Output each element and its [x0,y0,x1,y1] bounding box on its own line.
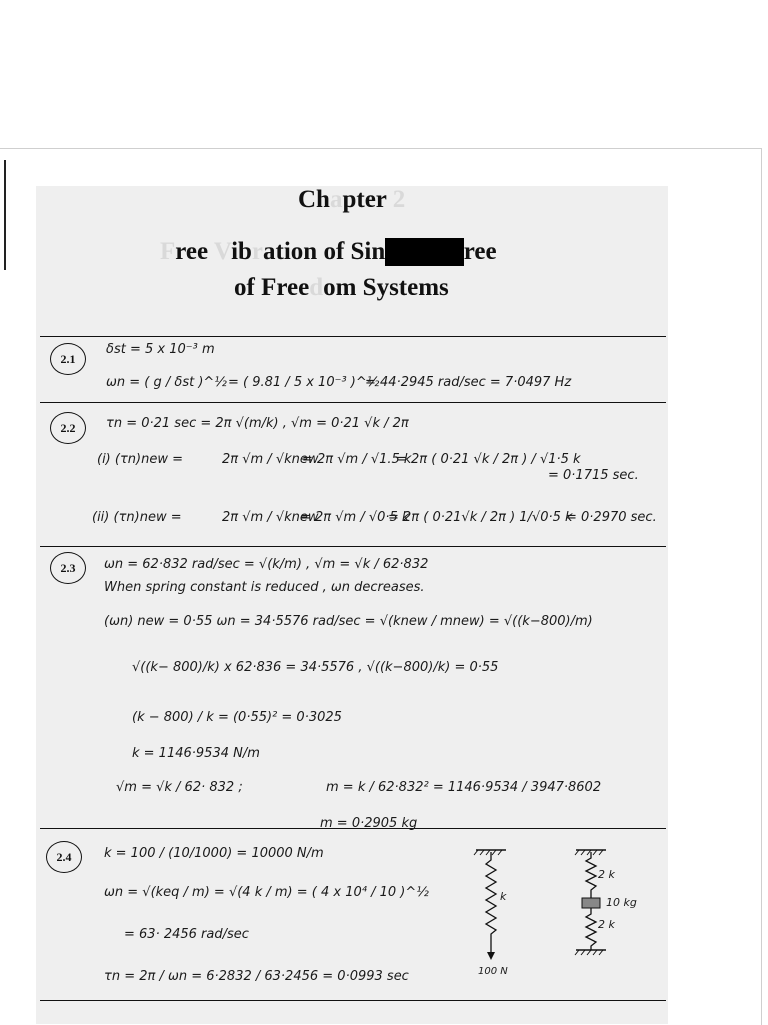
section-rule [40,546,666,547]
spring-label: 2 k [598,868,615,881]
equation-line: √((k− 800)/k) x 62·836 = 34·5576 , √((k−800)/k) = 0·55 [132,660,499,675]
equation-line: = ( 9.81 / 5 x 10⁻³ )^½ [228,375,380,390]
equation-line: √m = √k / 62· 832 ; [116,780,243,795]
equation-line: (k − 800) / k = (0·55)² = 0·3025 [132,710,342,725]
fraction: = 2π ( 0·21 √k / 2π ) / √1·5 k [396,452,581,467]
fraction: 2π √m / √knew [222,510,319,525]
equation-line: k = 100 / (10/1000) = 10000 N/m [104,846,324,861]
equation-line: τn = 0·21 sec = 2π √(m/k) , √m = 0·21 √k / 2π [106,416,409,431]
equation-line: ωn = 62·832 rad/sec = √(k/m) , √m = √k / 62·832 [104,557,429,572]
text-line: When spring constant is reduced , ωn decreases. [104,580,425,595]
section-rule [40,336,666,337]
section-rule [40,402,666,403]
spring-label: 2 k [598,918,615,931]
mass-label: 10 kg [606,896,637,909]
problem-number: 2.3 [50,552,86,584]
fraction: 2π √m / √knew [222,452,319,467]
equation-result: = 0·1715 sec. [548,468,639,483]
force-label: 100 N [478,966,508,977]
spring-label: k [500,890,507,903]
fraction: = 2π √m / √1.5 k [302,452,412,467]
fraction: = 2π √m / √0·5 k [300,510,410,525]
chapter-heading: Chapter 2 [298,186,406,213]
equation-line: (ωn) new = 0·55 ωn = 34·5576 rad/sec = √(knew / mnew) = √((k−800)/m) [104,614,593,629]
equation-line: (ii) (τn)new = [92,510,182,525]
problem-number: 2.1 [50,343,86,375]
equation-result: = 44·2945 rad/sec = 7·0497 Hz [365,375,572,390]
equation-line: ωn = ( g / δst )^½ [106,375,227,390]
equation-line: δst = 5 x 10⁻³ m [106,342,215,357]
scan-edge-mark [4,160,6,270]
equation-line: (i) (τn)new = [97,452,183,467]
spring-load-diagram [466,846,526,986]
chapter-title-line-1: Free Vibration of Single Degree [160,238,497,265]
chapter-title-line-2: of Freedom Systems [234,274,449,301]
equation-line: ωn = √(keq / m) = √(4 k / m) = ( 4 x 10⁴ / 10 )^½ [104,885,429,900]
equation-line: m = k / 62·832² = 1146·9534 / 3947·8602 [326,780,602,795]
equation-line: k = 1146·9534 N/m [132,746,260,761]
equation-result: = 0·2970 sec. [566,510,657,525]
equation-line: τn = 2π / ωn = 6·2832 / 63·2456 = 0·0993 sec [104,969,409,984]
equation-result: m = 0·2905 kg [320,816,418,831]
problem-number: 2.2 [50,412,86,444]
redaction-box: gle Deg [385,238,464,265]
fraction: = 2π ( 0·21√k / 2π ) 1/√0·5 k [388,510,573,525]
equation-line: = 63· 2456 rad/sec [124,927,249,942]
problem-number: 2.4 [46,841,82,873]
section-rule [40,1000,666,1001]
